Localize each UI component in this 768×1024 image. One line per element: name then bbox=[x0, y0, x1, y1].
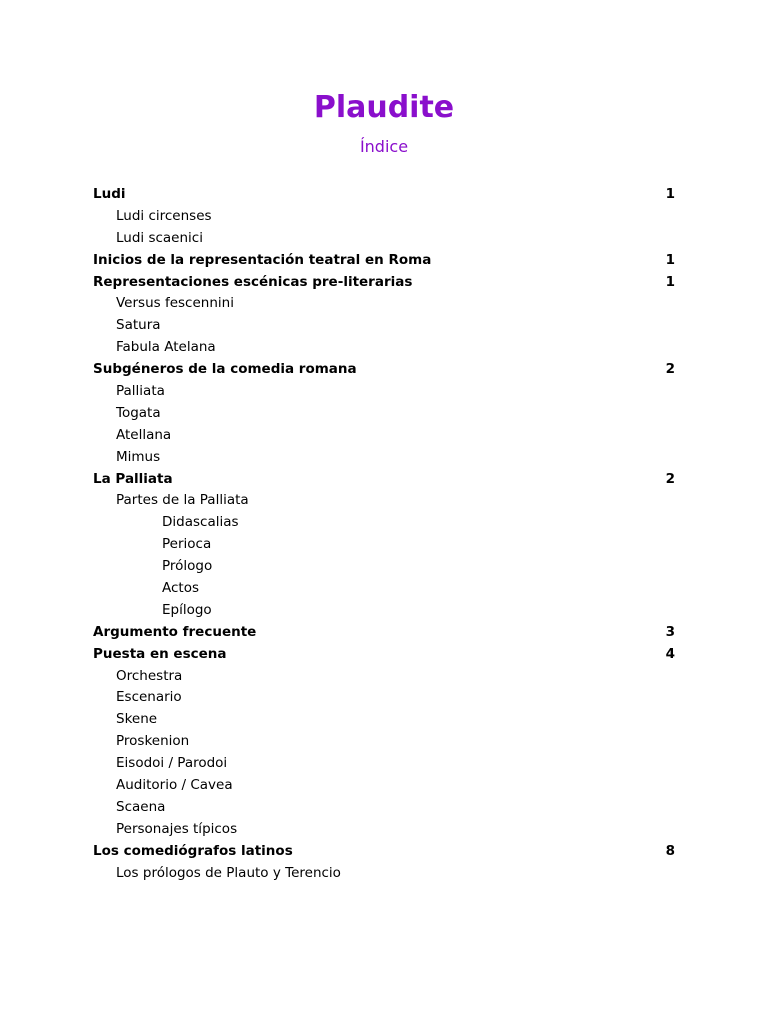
toc-subsection-link[interactable] bbox=[93, 447, 675, 469]
toc-entry-label: Ludi circenses bbox=[116, 207, 212, 224]
toc-subsection-link[interactable] bbox=[93, 863, 675, 885]
toc-entry-label: Los comediógrafos latinos bbox=[93, 842, 293, 859]
toc-page-number: 1 bbox=[665, 273, 675, 290]
document-title: Plaudite bbox=[313, 90, 455, 125]
toc-subsection-link[interactable] bbox=[93, 666, 675, 688]
toc-entry-label: Atellana bbox=[116, 426, 172, 443]
toc-subsection-link[interactable] bbox=[93, 600, 675, 622]
toc-page-number: 8 bbox=[665, 842, 675, 859]
toc-entry-label: Ludi bbox=[93, 186, 126, 202]
toc-subsection-link[interactable] bbox=[93, 315, 675, 337]
toc-subsection-link[interactable] bbox=[93, 403, 675, 425]
toc-entry-label: Prólogo bbox=[162, 558, 213, 575]
toc-section-link[interactable] bbox=[93, 622, 675, 644]
toc-subsection-link[interactable] bbox=[93, 819, 675, 841]
toc-subsection-link[interactable] bbox=[93, 775, 675, 797]
toc-subsection-link[interactable] bbox=[93, 753, 675, 775]
toc-entry-label: Orchestra bbox=[116, 667, 183, 684]
toc-page-number: 1 bbox=[665, 186, 675, 202]
toc-subsection-link[interactable] bbox=[93, 381, 675, 403]
toc-entry-label: Partes de la Palliata bbox=[116, 492, 249, 509]
toc-subsection-link[interactable] bbox=[93, 293, 675, 315]
toc-entry-label: Eisodoi / Parodoi bbox=[116, 755, 228, 772]
index-heading: Índice bbox=[359, 137, 409, 156]
toc-entry-label: Didascalias bbox=[162, 514, 239, 531]
toc-entry-label: Los prólogos de Plauto y Terencio bbox=[116, 864, 341, 881]
toc-entry-label: Satura bbox=[116, 317, 161, 334]
toc-entry-label: Representaciones escénicas pre-literarias bbox=[93, 273, 413, 290]
toc-entry-label: Escenario bbox=[116, 689, 182, 706]
toc-section-link[interactable] bbox=[93, 184, 675, 206]
toc-page-number: 3 bbox=[665, 623, 675, 640]
toc-section-link[interactable] bbox=[93, 250, 675, 272]
toc-entry-label: Inicios de la representación teatral en Roma bbox=[93, 251, 432, 268]
toc-entry-label: Personajes típicos bbox=[116, 820, 238, 837]
toc-page-number: 2 bbox=[665, 361, 675, 378]
toc-subsection-link[interactable] bbox=[93, 687, 675, 709]
toc-section-link[interactable] bbox=[93, 469, 675, 491]
toc-subsection-link[interactable] bbox=[93, 425, 675, 447]
toc-entry-label: Fabula Atelana bbox=[116, 339, 216, 356]
toc-page-number: 4 bbox=[665, 645, 675, 662]
toc-subsection-link[interactable] bbox=[93, 228, 675, 250]
toc-entry-label: Proskenion bbox=[116, 733, 190, 750]
toc-entry-label: Togata bbox=[116, 404, 161, 421]
toc-entry-label: Subgéneros de la comedia romana bbox=[93, 361, 357, 378]
toc-entry-label: Argumento frecuente bbox=[93, 623, 257, 640]
toc-entry-label: Scaena bbox=[116, 798, 166, 815]
toc-subsection-link[interactable] bbox=[93, 206, 675, 228]
toc-entry-label: La Palliata bbox=[93, 470, 173, 487]
table-of-contents bbox=[93, 184, 675, 885]
toc-subsection-link[interactable] bbox=[93, 709, 675, 731]
toc-section-link[interactable] bbox=[93, 359, 675, 381]
toc-subsection-link[interactable] bbox=[93, 578, 675, 600]
toc-section-link[interactable] bbox=[93, 644, 675, 666]
toc-entry-label: Versus fescennini bbox=[116, 295, 234, 312]
toc-subsection-link[interactable] bbox=[93, 490, 675, 512]
toc-subsection-link[interactable] bbox=[93, 797, 675, 819]
toc-entry-label: Auditorio / Cavea bbox=[116, 777, 233, 794]
toc-entry-label: Epílogo bbox=[162, 601, 212, 618]
toc-page-number: 2 bbox=[665, 470, 675, 487]
toc-section-link[interactable] bbox=[93, 841, 675, 863]
toc-subsection-link[interactable] bbox=[93, 534, 675, 556]
toc-subsection-link[interactable] bbox=[93, 731, 675, 753]
toc-entry-label: Mimus bbox=[116, 448, 161, 465]
toc-entry-label: Perioca bbox=[162, 536, 212, 553]
toc-subsection-link[interactable] bbox=[93, 556, 675, 578]
toc-entry-label: Skene bbox=[116, 711, 158, 728]
toc-section-link[interactable] bbox=[93, 272, 675, 294]
toc-subsection-link[interactable] bbox=[93, 512, 675, 534]
toc-page-number: 1 bbox=[665, 251, 675, 268]
toc-entry-label: Palliata bbox=[116, 383, 165, 400]
toc-entry-label: Actos bbox=[162, 580, 200, 597]
toc-subsection-link[interactable] bbox=[93, 337, 675, 359]
toc-entry-label: Ludi scaenici bbox=[116, 229, 203, 246]
toc-entry-label: Puesta en escena bbox=[93, 645, 227, 662]
